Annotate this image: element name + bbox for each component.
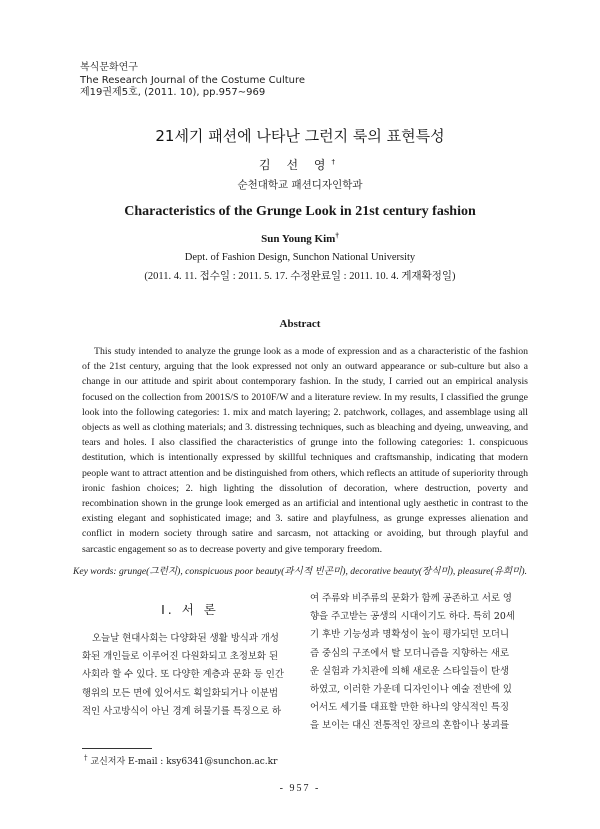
footnote — [84, 754, 277, 767]
author-english-name: Sun Young Kim — [261, 233, 336, 245]
affiliation-english: Dept. of Fashion Design, Sunchon National University — [184, 252, 416, 263]
left-line: 오늘날 현대사회는 다양화된 생활 방식과 개성 — [92, 633, 279, 644]
right-line: 기 후반 기능성과 명확성이 높이 평가되던 모더니 — [310, 629, 510, 641]
right-line: 하였고, 이러한 가운데 디자인이나 예술 전반에 있 — [310, 684, 512, 696]
left-line: 행위의 모든 면에 있어서도 획일화되거나 이분법 — [82, 687, 279, 699]
author-korean — [0, 156, 600, 173]
right-line: 즘 중심의 구조에서 탈 모더니즘을 지향하는 새로 — [310, 647, 510, 659]
footnote-divider — [82, 748, 152, 749]
right-line: 향을 주고받는 공생의 시대이기도 하다. 특히 20세 — [310, 611, 515, 623]
author-korean-name: 김 선 영 — [259, 158, 332, 172]
right-line: 운 실험과 가치관에 의해 새로운 스타일들이 탄생 — [310, 665, 510, 677]
footnote-text: 교신저자 E-mail : ksy6341@sunchon.ac.kr — [90, 757, 278, 767]
journal-name-en: The Research Journal of the Costume Culture — [80, 74, 306, 86]
affiliation-korean: 순천대학교 패션디자인학과 — [237, 179, 363, 191]
right-column-text — [310, 590, 528, 736]
right-line: 여 주류와 비주류의 문화가 함께 공존하고 서로 영 — [310, 593, 512, 604]
footnote-mark: † — [84, 754, 88, 762]
journal-name-kr: 복식문화연구 — [80, 62, 138, 73]
section-title-introduction: Ⅰ. 서 론 — [161, 602, 219, 617]
right-line: 어서도 세기를 대표할 만한 하나의 양식적인 특징 — [310, 702, 510, 714]
abstract-heading: Abstract — [279, 318, 321, 330]
corresponding-mark: † — [331, 158, 341, 166]
page-number: - 957 - — [279, 783, 321, 794]
abstract-body: This study intended to analyze the grunge look as a mode of expression and as a characteristic of the fashion of the 21st century, arguing that the look expressed not only an outward appearance or sub-culture but also a change in our attitude and spirit about contemporary fashion. In the study, I carried out an empirical analysis focused on the collection from 2001S/S to 2010F/W and a literature review. In my results, I classified the grunge look into the following categories: 1. mix and match layering; 2. patchwork, collages, and assemblage using all objects as well as clothing materials; and 3. distressing techniques, such as bleaching and dyeing, unweaving, and tears and holes. I also classified the characteristics of grunge into the following categories: 1. conspicuous destitution, which is intentionally expressed by skillful techniques and craftsmanship, indicating that modern people want to attract attention and be distinguished from others, which reflects an attitude of superiority through ironic fashion choices; 2. high lighting the dissolution of decoration, where destruction, poverty and recombination shown in the grunge look emerged as an artificial and intentional ugly aesthetic in contrast to the existing elegant and sophisticated image; and 3. satire and playfulness, as grunge expresses alienation and conflict in modern society through satire and sarcasm, not attacking or avoiding, but through playful and sarcastic engagement so as to decrease poverty and give temporary freedom. — [82, 346, 528, 555]
author-english — [0, 233, 600, 245]
left-column-text — [82, 630, 298, 721]
right-line: 을 보이는 대신 전통적인 장르의 혼합이나 붕괴를 — [310, 720, 510, 732]
journal-issue: 제19권제5호, (2011. 10), pp.957∼969 — [80, 87, 266, 98]
corresponding-mark-en: † — [335, 231, 339, 240]
title-korean: 21세기 패션에 나타난 그런지 룩의 표현특성 — [155, 127, 445, 145]
keywords: Key words: grunge(그런지), conspicuous poor beauty(과시적 빈곤미), decorative beauty(장식미), pleasure(유희미). — [72, 566, 527, 577]
left-line: 사회라 할 수 있다. 또 다양한 계층과 문화 등 인간 — [82, 669, 284, 681]
left-line: 화된 개인들로 이루어진 다원화되고 초정보화 된 — [82, 651, 279, 663]
left-line: 적인 사고방식이 아닌 경계 허물기를 특징으로 하 — [82, 705, 282, 717]
submission-dates: (2011. 4. 11. 접수일 : 2011. 5. 17. 수정완료일 : 2011. 10. 4. 게재확정일) — [144, 271, 456, 282]
journal-header — [80, 62, 305, 100]
title-english: Characteristics of the Grunge Look in 21st century fashion — [124, 204, 476, 219]
